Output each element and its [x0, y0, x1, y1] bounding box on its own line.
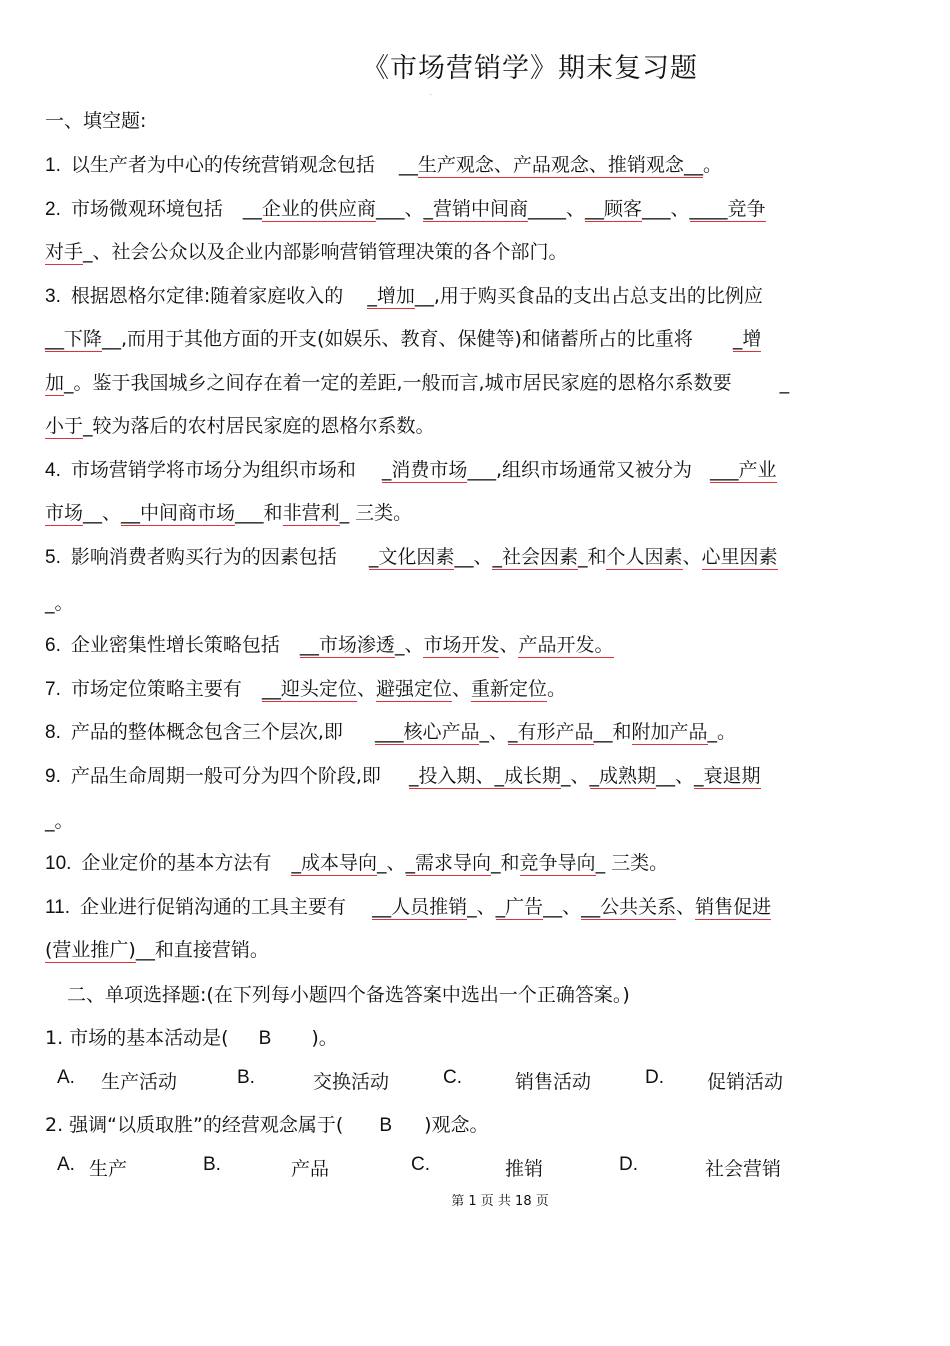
- choice-question-2: 2. 强调“以质取胜”的经营观念属于( B )观念。: [45, 1114, 489, 1136]
- choice-question-1: 1. 市场的基本活动是( B )。: [45, 1027, 338, 1049]
- section-fill-blank-heading: 一、填空题:: [45, 110, 147, 132]
- fill-question-2-cont: 对手_、社会公众以及企业内部影响营销管理决策的各个部门。: [45, 241, 568, 263]
- answer-underline: 生产观念、产品观念、推销观念: [417, 154, 684, 176]
- choice-answer: B: [379, 1115, 393, 1136]
- fill-question-5: 5. 影响消费者购买行为的因素包括 _文化因素__、_社会因素_和个人因素、心里因素: [45, 546, 778, 568]
- fill-question-3-cont-3: 小于_较为落后的农村居民家庭的恩格尔系数。: [45, 415, 435, 437]
- fill-question-2: 2. 市场微观环境包括 __企业的供应商___、_营销中间商____、__顾客___、____竞争: [45, 198, 766, 220]
- fill-question-9-cont: _。: [45, 810, 74, 832]
- fill-question-6: 6. 企业密集性增长策略包括 __市场渗透_、市场开发、产品开发。: [45, 634, 614, 656]
- fill-question-4: 4. 市场营销学将市场分为组织市场和 _消费市场___,组织市场通常又被分为 ___产业: [45, 459, 777, 481]
- fill-question-3-cont-1: __下降__,而用于其他方面的开支(如娱乐、教育、保健等)和储蓄所占的比重将 _增: [45, 328, 762, 350]
- fill-question-7: 7. 市场定位策略主要有 __迎头定位、避强定位、重新定位。: [45, 678, 567, 700]
- fill-question-3-cont-2: 加_。鉴于我国城乡之间存在着一定的差距,一般而言,城市居民家庭的恩格尔系数要 _: [45, 372, 790, 394]
- fill-question-1: 1. 以生产者为中心的传统营销观念包括 __生产观念、产品观念、推销观念__。: [45, 154, 722, 176]
- fill-question-10: 10. 企业定价的基本方法有 _成本导向_、_需求导向_和竞争导向_ 三类。: [45, 852, 669, 874]
- page-footer: 第 1 页 共 18 页: [451, 1194, 549, 1209]
- choice-answer: B: [258, 1028, 272, 1049]
- fill-question-4-cont: 市场__、__中间商市场___和非营利_ 三类。: [45, 502, 413, 524]
- fill-question-3: 3. 根据恩格尔定律:随着家庭收入的 _增加__,用于购买食品的支出占总支出的比例应: [45, 285, 763, 307]
- fill-question-5-cont: _。: [45, 592, 74, 614]
- section-single-choice-heading: 二、单项选择题:(在下列每小题四个备选答案中选出一个正确答案。): [67, 984, 630, 1006]
- fill-question-11-cont: (营业推广)__和直接营销。: [45, 939, 269, 961]
- document-page: 《市场营销学》期末复习题 · 一、填空题: 1. 以生产者为中心的传统营销观念包括 __生产观念、产品观念、推销观念__。 2. 市场微观环境包括 __企业的供应商___、_营销中间商____、__顾客___、____竞争 对手_、社会公众以及企业内部影响营销管理决策的各个部门。 3. 根据恩格尔定律:随着家庭收入的 _增加__,用于购买食品的支出占总支出的比例应 __下降__,而用于其他方面的开支(如娱乐、教育、保健等)和储蓄所占的比重将 _增 加_。鉴于我国城乡之间存在着一定的差距,一般而言,城市居民家庭的恩格尔系数要 _ 小于_较为落后的农村居民家庭的恩格尔系数。 4. 市场营销学将市场分为组织市场和 _消费市场___,组织市场通常又被分为 ___产业 市场__、__中间商市场___和非营利_ 三类。 5. 影响消费者购买行为的因素包括 _文化因素__、_社会因素_和个人因素、心里因素 _。 6. 企业密集性增长策略包括 __市场渗透_、市场开发、产品开发。 7. 市场定位策略主要有 __迎头定位、避强定位、重新定位。 8. 产品的整体概念包含三个层次,即 ___核心产品_、_有形产品__和附加产品_。 9. 产品生命周期一般可分为四个阶段,即 _投入期、_成长期_、_成熟期__、_衰退期 _。 10. 企业定价的基本方法有 _成本导向_、_需求导向_和竞争导向_ 三类。 11. 企业进行促销沟通的工具主要有 __人员推销_、_广告__、__公共关系、销售促进 (营业推广)__和直接营销。 二、单项选择题:(在下列每小题四个备选答案中选出一个正确答案。) 1. 市场的基本活动是( B )。 A. 生产活动 B. 交换活动 C. 销售活动 D. 促销活动 2. 强调“以质取胜”的经营观念属于( B )观念。 A. 生产 B. 产品 C. 推销 D. 社会营销 第 1 页 共 18 页: [0, 0, 950, 1346]
- fill-question-11: 11. 企业进行促销沟通的工具主要有 __人员推销_、_广告__、__公共关系、销售促进: [45, 896, 772, 918]
- fill-question-8: 8. 产品的整体概念包含三个层次,即 ___核心产品_、_有形产品__和附加产品_。: [45, 721, 737, 743]
- fill-question-9: 9. 产品生命周期一般可分为四个阶段,即 _投入期、_成长期_、_成熟期__、_衰退期: [45, 765, 761, 787]
- document-title: 《市场营销学》期末复习题: [362, 53, 698, 84]
- stray-dot: ·: [430, 92, 432, 99]
